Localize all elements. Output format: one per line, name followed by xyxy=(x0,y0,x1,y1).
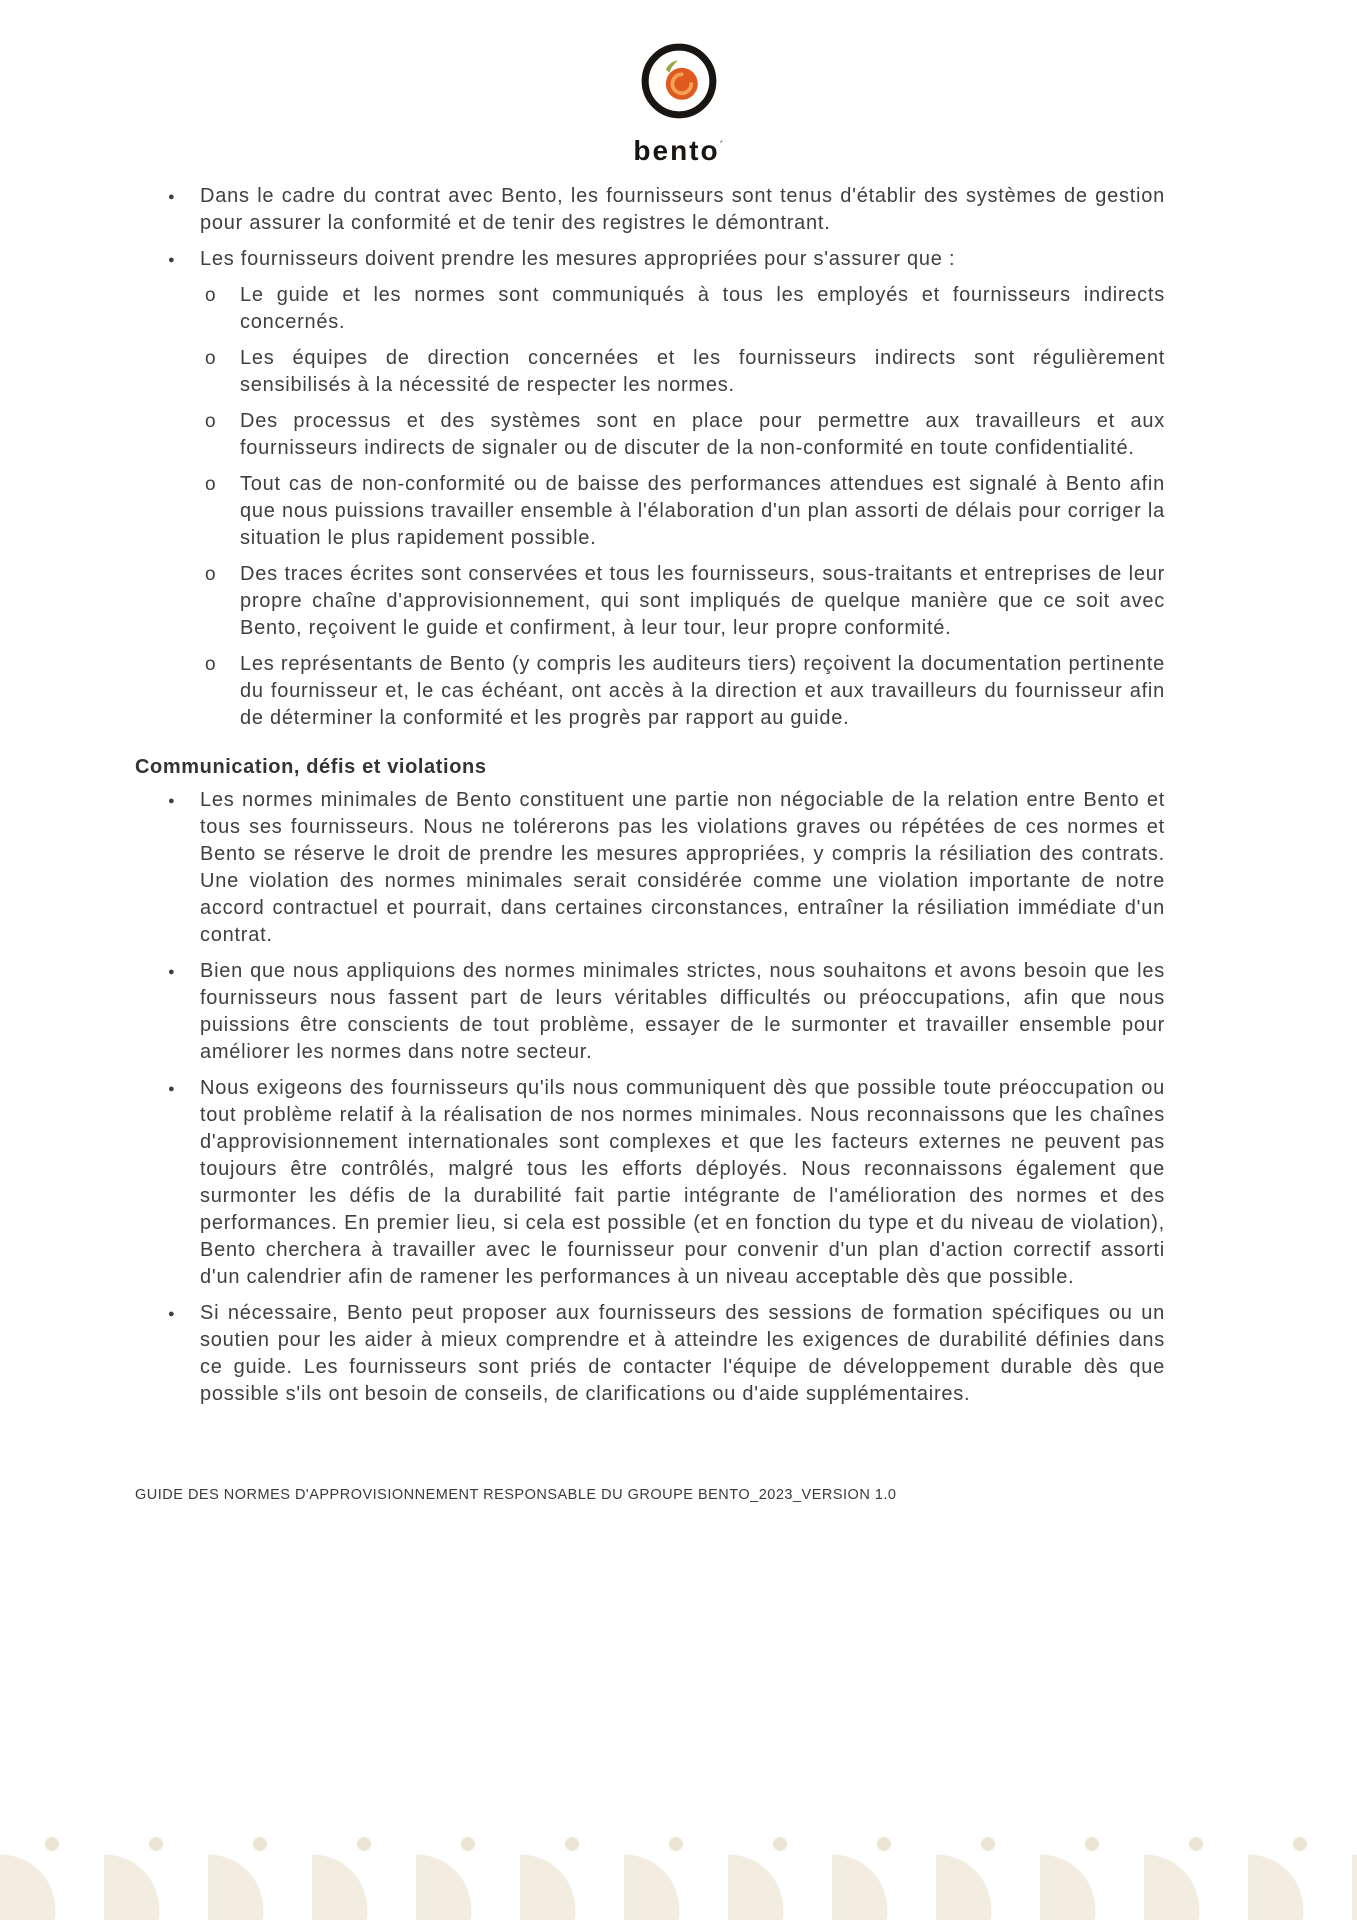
bullet-marker-icon xyxy=(168,1075,175,1105)
bullet-item xyxy=(135,246,1165,273)
footer-text: GUIDE DES NORMES D'APPROVISIONNEMENT RESPONSABLE DU GROUPE BENTO_2023_VERSION 1.0 xyxy=(135,1487,897,1503)
document-body xyxy=(135,183,1165,1408)
sub-bullet-text: Le guide et les normes sont communiqués à tous les employés et fournisseurs indirects concernés. xyxy=(240,284,1165,333)
bullet-text: Nous exigeons des fournisseurs qu'ils nous communiquent dès que possible toute préoccupation ou tout problème relatif à la réalisation de nos normes minimales. Nous reconnaissons que les chaînes d'approvisionnement internationales sont complexes et que les facteurs externes ne peuvent pas toujours être contrôlés, malgré tous les efforts déployés. Nous reconnaissons également que surmonter les défis de la durabilité fait partie intégrante de l'amélioration des normes et des performances. En premier lieu, si cela est possible (et en fonction du type et du niveau de violation), Bento cherchera à travailler avec le fournisseur pour convenir d'un plan d'action correctif assorti d'un calendrier afin de ramener les performances à un niveau acceptable dès que possible. xyxy=(200,1077,1165,1288)
sub-bullet-marker-icon xyxy=(205,345,216,372)
bullet-item xyxy=(135,1075,1165,1291)
sub-bullet-text: Les représentants de Bento (y compris les auditeurs tiers) reçoivent la documentation pertinente du fournisseur et, le cas échéant, ont accès à la direction et aux travailleurs du fournisseur afin de déterminer la conformité et les progrès par rapport au guide. xyxy=(240,653,1165,729)
bullet-marker-icon xyxy=(168,183,175,213)
sub-bullet-text: Des traces écrites sont conservées et tous les fournisseurs, sous-traitants et entreprises de leur propre chaîne d'approvisionnement, qui sont impliqués de quelque manière que ce soit avec Bento, reçoivent le guide et confirment, à leur tour, leur propre conformité. xyxy=(240,563,1165,639)
bullet-marker-icon xyxy=(168,1300,175,1330)
bento-logo-icon xyxy=(632,34,726,128)
sub-bullet-text: Des processus et des systèmes sont en place pour permettre aux travailleurs et aux fournisseurs indirects de signaler ou de discuter de la non-conformité en toute confidentialité. xyxy=(240,410,1165,459)
section-bullet-list xyxy=(135,787,1165,1408)
section-heading: Communication, défis et violations xyxy=(135,756,487,778)
bento-wordmark-tick: ´ xyxy=(719,138,724,153)
sub-bullet-marker-icon xyxy=(205,471,216,498)
bullet-text: Les fournisseurs doivent prendre les mesures appropriées pour s'assurer que : xyxy=(200,248,956,270)
sub-bullet-marker-icon xyxy=(205,651,216,678)
bento-wordmark xyxy=(0,135,1357,167)
sub-bullet-item xyxy=(135,345,1165,399)
bullet-item xyxy=(135,958,1165,1066)
bullet-item xyxy=(135,787,1165,949)
sub-bullet-item xyxy=(135,408,1165,462)
bullet-marker-icon xyxy=(168,787,175,817)
sub-bullet-marker-icon xyxy=(205,282,216,309)
bullet-marker-icon xyxy=(168,246,175,276)
sub-bullet-text: Les équipes de direction concernées et les fournisseurs indirects sont régulièrement sensibilisés à la nécessité de respecter les normes. xyxy=(240,347,1165,396)
bento-logo xyxy=(0,0,1357,167)
bento-wordmark-text: bento xyxy=(633,135,720,166)
sub-bullet-item xyxy=(135,471,1165,552)
top-bullet-list xyxy=(135,183,1165,273)
sub-bullet-item xyxy=(135,561,1165,642)
bullet-item xyxy=(135,183,1165,237)
bullet-marker-icon xyxy=(168,958,175,988)
sub-bullet-marker-icon xyxy=(205,561,216,588)
sub-bullet-item xyxy=(135,651,1165,732)
bullet-text: Bien que nous appliquions des normes minimales strictes, nous souhaitons et avons besoin que les fournisseurs nous fassent part de leurs véritables difficultés ou préoccupations, afin que nous puissions être conscients de tout problème, essayer de le surmonter et travailler ensemble pour améliorer les normes dans notre secteur. xyxy=(200,960,1165,1063)
scallop-border-decoration xyxy=(0,1790,1357,1920)
bullet-text: Dans le cadre du contrat avec Bento, les fournisseurs sont tenus d'établir des systèmes de gestion pour assurer la conformité et de tenir des registres le démontrant. xyxy=(200,185,1165,234)
sub-bullet-marker-icon xyxy=(205,408,216,435)
bullet-text: Si nécessaire, Bento peut proposer aux fournisseurs des sessions de formation spécifiques ou un soutien pour les aider à mieux comprendre et à atteindre les exigences de durabilité définies dans ce guide. Les fournisseurs sont priés de contacter l'équipe de développement durable dès que possible s'ils ont besoin de conseils, de clarifications ou d'aide supplémentaires. xyxy=(200,1302,1165,1405)
sub-bullet-list xyxy=(135,282,1165,732)
bullet-item xyxy=(135,1300,1165,1408)
bullet-text: Les normes minimales de Bento constituent une partie non négociable de la relation entre Bento et tous ses fournisseurs. Nous ne tolérerons pas les violations graves ou répétées de ces normes et Bento se réserve le droit de prendre les mesures appropriées, y compris la résiliation des contrats. Une violation des normes minimales serait considérée comme une violation importante de notre accord contractuel et pourrait, dans certaines circonstances, entraîner la résiliation immédiate d'un contrat. xyxy=(200,789,1165,946)
sub-bullet-item xyxy=(135,282,1165,336)
page-footer xyxy=(135,1487,897,1503)
sub-bullet-text: Tout cas de non-conformité ou de baisse des performances attendues est signalé à Bento afin que nous puissions travailler ensemble à l'élaboration d'un plan assorti de délais pour corriger la situation le plus rapidement possible. xyxy=(240,473,1165,549)
